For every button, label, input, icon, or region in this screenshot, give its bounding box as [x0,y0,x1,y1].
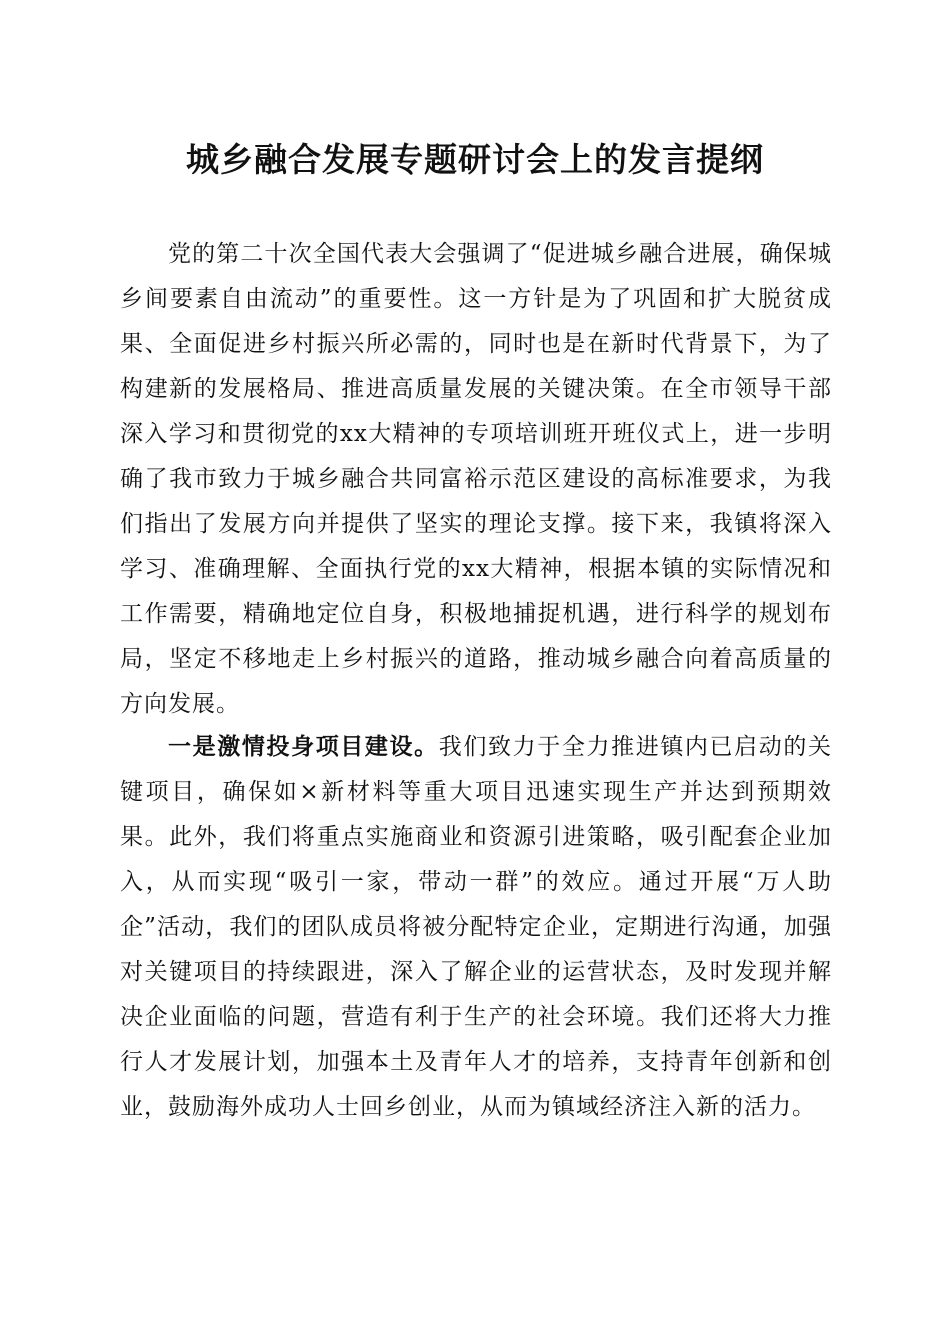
paragraph-project-construction [120,724,832,1130]
paragraph-intro [120,232,832,727]
paragraph-text: 党的第二十次全国代表大会强调了“促进城乡融合进展，确保城乡间要素自由流动”的重要性。这一方针是为了巩固和扩大脱贫成果、全面促进乡村振兴所必需的，同时也是在新时代背景下，为了构建新的发展格局、推进高质量发展的关键决策。在全市领导干部深入学习和贯彻党的xx大精神的专项培训班开班仪式上，进一步明确了我市致力于城乡融合共同富裕示范区建设的高标准要求，为我们指出了发展方向并提供了坚实的理论支撑。接下来，我镇将深入学习、准确理解、全面执行党的xx大精神，根据本镇的实际情况和工作需要，精确地定位自身，积极地捕捉机遇，进行科学的规划布局，坚定不移地走上乡村振兴的道路，推动城乡融合向着高质量的方向发展。 [120,241,832,717]
paragraph-text: 我们致力于全力推进镇内已启动的关键项目，确保如×新材料等重大项目迅速实现生产并达到预期效果。此外，我们将重点实施商业和资源引进策略，吸引配套企业加入，从而实现“吸引一家，带动一群”的效应。通过开展“万人助企”活动，我们的团队成员将被分配特定企业，定期进行沟通，加强对关键项目的持续跟进，深入了解企业的运营状态，及时发现并解决企业面临的问题，营造有利于生产的社会环境。我们还将大力推行人才发展计划，加强本土及青年人才的培养，支持青年创新和创业，鼓励海外成功人士回乡创业，从而为镇域经济注入新的活力。 [120,734,833,1120]
page-title: 城乡融合发展专题研讨会上的发言提纲 [186,140,764,179]
paragraph-lead-heading: 一是激情投身项目建设。 [168,733,439,760]
